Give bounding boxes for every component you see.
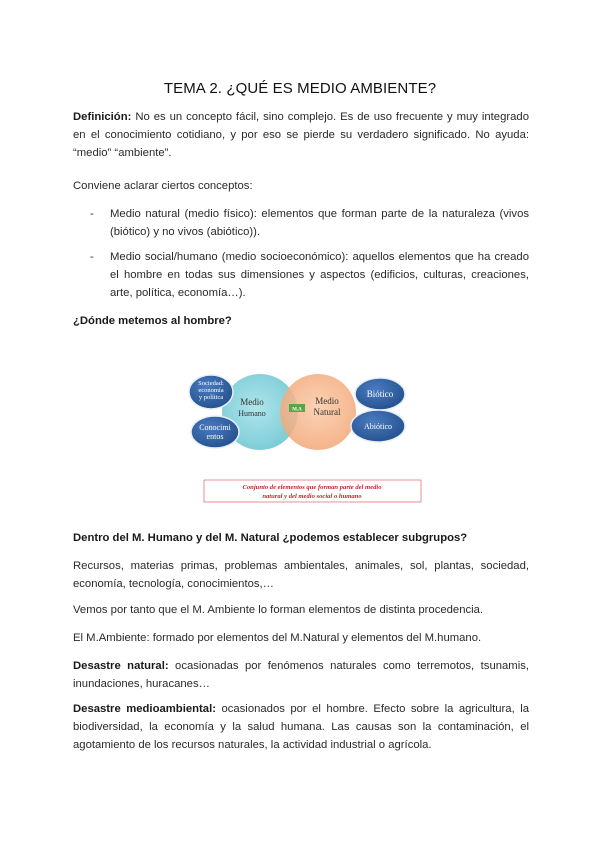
definition-text: No es un concepto fácil, sino complejo. Es de uso frecuente y muy integrado en el conocimiento cotidiano, y por eso se pierde su verdadero significado. No ayuda: “medio” “ambiente”.	[73, 111, 529, 159]
bullet-text: Medio social/humano (medio socioeconómico): aquellos elementos que ha creado el hombre en todas sus dimensiones y aspectos (edificios, culturas, creaciones, arte, política, economía…).	[110, 251, 529, 299]
center-label: M.A	[292, 407, 302, 413]
bullet-text: Medio natural (medio físico): elementos que forman parte de la naturaleza (vivos (biótico) y no vivos (abiótico)).	[110, 208, 529, 238]
biotico-label: Biótico	[366, 389, 394, 399]
sociedad-label-1: Sociedad:	[198, 380, 224, 387]
desastre-medioambiental-text: ocasionados por el hombre. Efecto sobre la agricultura, la biodiversidad, la economía y la salud humana. Las causas son la contaminación, el agotamiento de los recursos naturales, la actividad industrial o agrícola.	[73, 703, 529, 751]
bullet-marker: -	[90, 208, 94, 220]
list-item	[90, 248, 529, 302]
resources-paragraph: Recursos, materias primas, problemas ambientales, animales, sol, plantas, sociedad, economía, tecnología, conocimientos,…	[73, 560, 529, 590]
caption-line-1: Conjunto de elementos que forman parte del medio	[242, 484, 382, 491]
natural-label-2: Natural	[313, 407, 341, 417]
medio-ambiente-diagram	[175, 365, 440, 507]
caption-line-2: natural y del medio social o humano	[262, 493, 362, 500]
humano-label-2: Humano	[238, 409, 266, 418]
conocimientos-label-1: Conocimi	[199, 423, 231, 432]
natural-label-1: Medio	[315, 396, 339, 406]
desastre-medioambiental-label: Desastre medioambiental:	[73, 703, 216, 715]
humano-label-1: Medio	[240, 397, 264, 407]
conclusion-paragraph-1: Vemos por tanto que el M. Ambiente lo forman elementos de distinta procedencia.	[73, 604, 484, 616]
definition-paragraph	[73, 108, 529, 162]
subgroups-heading: Dentro del M. Humano y del M. Natural ¿podemos establecer subgrupos?	[73, 532, 468, 544]
bullet-marker: -	[90, 251, 94, 263]
conclusion-paragraph-2: El M.Ambiente: formado por elementos del M.Natural y elementos del M.humano.	[73, 632, 482, 644]
conocimientos-label-2: entos	[206, 432, 224, 441]
list-item	[90, 205, 529, 241]
abiotico-label: Abiótico	[364, 422, 392, 431]
definition-label: Definición:	[73, 111, 132, 123]
sociedad-label-3: y política	[198, 394, 224, 401]
desastre-medioambiental-paragraph	[73, 700, 529, 754]
page-title: TEMA 2. ¿QUÉ ES MEDIO AMBIENTE?	[163, 80, 437, 97]
desastre-natural-label: Desastre natural:	[73, 660, 169, 672]
desastre-natural-text: ocasionadas por fenómenos naturales como terremotos, tsunamis, inundaciones, huracanes…	[73, 660, 529, 690]
sociedad-label-2: economía	[198, 387, 224, 394]
desastre-natural-paragraph	[73, 657, 529, 693]
question-heading: ¿Dónde metemos al hombre?	[73, 315, 232, 327]
intro-paragraph: Conviene aclarar ciertos conceptos:	[73, 180, 253, 192]
